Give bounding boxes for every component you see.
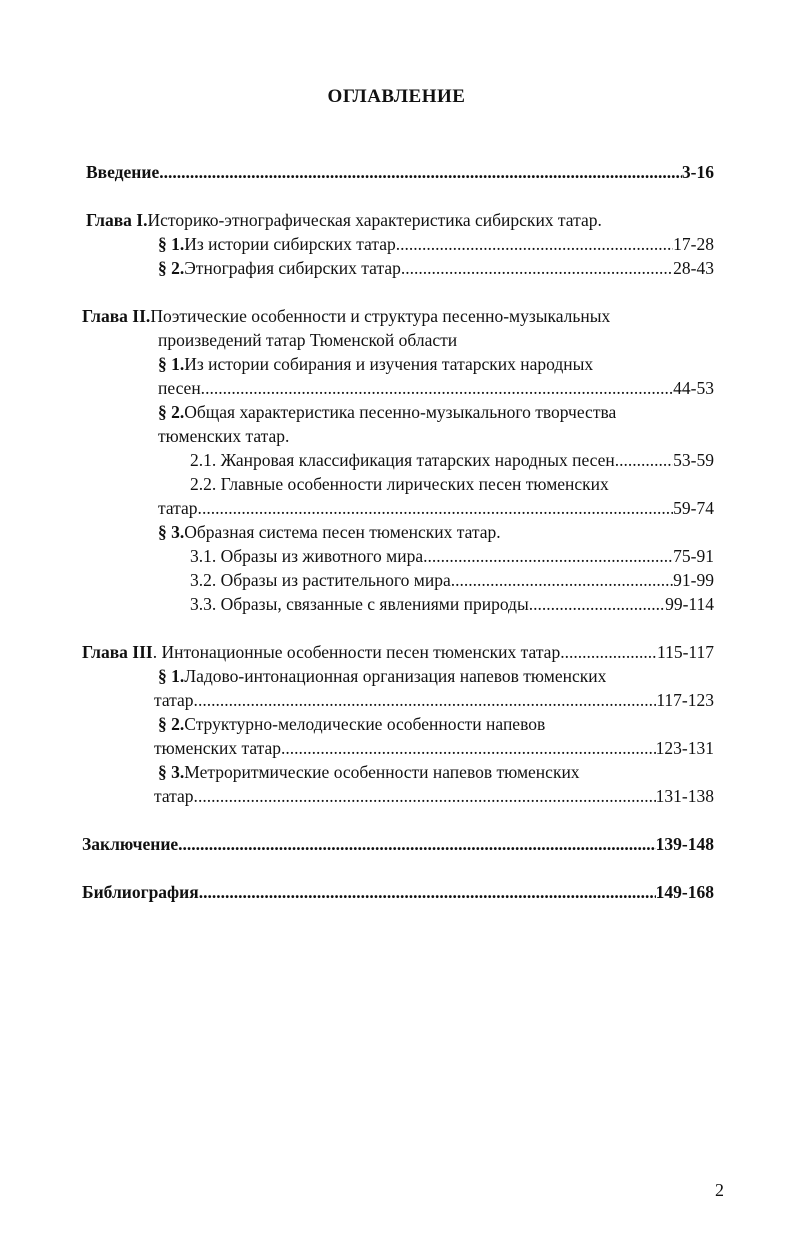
- toc-chapter-1: [86, 208, 602, 232]
- toc-pages: 115-117: [656, 642, 714, 662]
- toc-pages: 117-123: [656, 690, 714, 710]
- section-mark: § 2.: [158, 714, 185, 734]
- toc-section-3-1: [158, 664, 606, 688]
- leader-dots: [281, 736, 656, 760]
- toc-label: Библиография.: [82, 882, 204, 902]
- chapter-title-cont: произведений татар Тюменской области: [158, 330, 458, 350]
- toc-subsection-2-1: [190, 448, 714, 472]
- section-mark: § 1.: [158, 354, 185, 374]
- toc-pages: 91-99: [673, 570, 714, 590]
- toc-pages: 139-148: [655, 834, 714, 854]
- section-mark: § 3.: [158, 762, 185, 782]
- toc-entry-intro: [86, 160, 714, 184]
- toc-entry-bibliography: [82, 880, 714, 904]
- leader-dots: [405, 256, 673, 280]
- toc-label: Введение: [86, 162, 160, 182]
- page-title: ОГЛАВЛЕНИЕ: [327, 86, 466, 107]
- toc-section-1-1: [158, 232, 714, 256]
- subsection-title: 2.2. Главные особенности лирических песен тюменских: [190, 474, 609, 494]
- leader-dots: [400, 232, 673, 256]
- toc-section-3-1-cont: [154, 688, 714, 712]
- subsection-title: 3.1. Образы из животного мира: [190, 546, 424, 566]
- toc-section-1-2: [158, 256, 714, 280]
- chapter-title: Историко-этнографическая характеристика сибирских татар.: [147, 210, 602, 230]
- section-mark: § 3.: [158, 522, 185, 542]
- toc-subsection-2-2-cont: [158, 496, 714, 520]
- leader-dots: [619, 448, 673, 472]
- leader-dots: [202, 496, 673, 520]
- leader-dots: [205, 376, 673, 400]
- toc-chapter-2-cont: [158, 328, 457, 352]
- section-title: Ладово-интонационная организация напевов тюменских: [184, 666, 607, 686]
- toc-entry-conclusion: [82, 832, 714, 856]
- section-title: Общая характеристика песенно-музыкального творчества: [184, 402, 617, 422]
- page-number: 2: [715, 1180, 724, 1200]
- section-title-cont: тюменских татар.: [158, 426, 290, 446]
- toc-section-3-2: [158, 712, 545, 736]
- toc-pages: 123-131: [655, 738, 714, 758]
- toc-subsection-3-1: [190, 544, 714, 568]
- toc-section-2-1: [158, 352, 593, 376]
- section-title-cont: татар.: [154, 786, 198, 806]
- section-title: Из истории сибирских татар.: [184, 234, 401, 254]
- section-title: Структурно-мелодические особенности напевов: [184, 714, 546, 734]
- chapter-title: . Интонационные особенности песен тюменских татар: [152, 642, 561, 662]
- section-title: Образная система песен тюменских татар.: [184, 522, 501, 542]
- subsection-title: 3.2. Образы из растительного мира: [190, 570, 451, 590]
- section-title-cont: татар.: [154, 690, 198, 710]
- section-mark: § 1.: [158, 234, 185, 254]
- toc-section-2-1-cont: [158, 376, 714, 400]
- leader-dots: [198, 784, 656, 808]
- chapter-prefix: Глава II.: [82, 306, 151, 326]
- leader-dots: [560, 640, 657, 664]
- subsection-title-cont: татар.: [158, 498, 202, 518]
- leader-dots: [423, 544, 673, 568]
- toc-pages: 53-59: [673, 450, 714, 470]
- chapter-title: Поэтические особенности и структура песенно-музыкальных: [150, 306, 611, 326]
- toc-section-3-3-cont: [154, 784, 714, 808]
- toc-pages: 59-74: [673, 498, 714, 518]
- leader-dots: [159, 160, 682, 184]
- toc-section-2-2: [158, 400, 616, 424]
- toc-section-3-3: [158, 760, 580, 784]
- toc-pages: 149-168: [655, 882, 714, 902]
- toc-pages: 131-138: [655, 786, 714, 806]
- leader-dots: [451, 568, 673, 592]
- section-title: Этнография сибирских татар.: [184, 258, 406, 278]
- toc-chapter-3: [82, 640, 714, 664]
- section-mark: § 2.: [158, 258, 185, 278]
- toc-pages: 75-91: [673, 546, 714, 566]
- toc-pages: 28-43: [673, 258, 714, 278]
- toc-pages: 99-114: [665, 594, 714, 614]
- toc-section-2-2-cont: [158, 424, 289, 448]
- toc-pages: 44-53: [673, 378, 714, 398]
- toc-subsection-3-2: [190, 568, 714, 592]
- chapter-prefix: Глава III: [82, 642, 153, 662]
- section-title: Из истории собирания и изучения татарских народных: [184, 354, 594, 374]
- toc-pages: 17-28: [673, 234, 714, 254]
- toc-section-2-3: [158, 520, 501, 544]
- section-mark: § 2.: [158, 402, 185, 422]
- toc-subsection-3-3: [190, 592, 714, 616]
- chapter-prefix: Глава I.: [86, 210, 148, 230]
- section-title-cont: песен.: [158, 378, 206, 398]
- toc-label: Заключение: [82, 834, 179, 854]
- leader-dots: [178, 832, 656, 856]
- leader-dots: [198, 688, 656, 712]
- subsection-title: 2.1. Жанровая классификация татарских народных песен.: [190, 450, 620, 470]
- subsection-title: 3.3. Образы, связанные с явлениями природы.: [190, 594, 534, 614]
- toc-pages: 3-16: [681, 162, 714, 182]
- toc-subsection-2-2: [190, 472, 609, 496]
- section-title-cont: тюменских татар: [154, 738, 282, 758]
- toc-chapter-2: [82, 304, 610, 328]
- leader-dots: [203, 880, 656, 904]
- toc-section-3-2-cont: [154, 736, 714, 760]
- leader-dots: [533, 592, 665, 616]
- section-title: Метроритмические особенности напевов тюменских: [184, 762, 580, 782]
- section-mark: § 1.: [158, 666, 185, 686]
